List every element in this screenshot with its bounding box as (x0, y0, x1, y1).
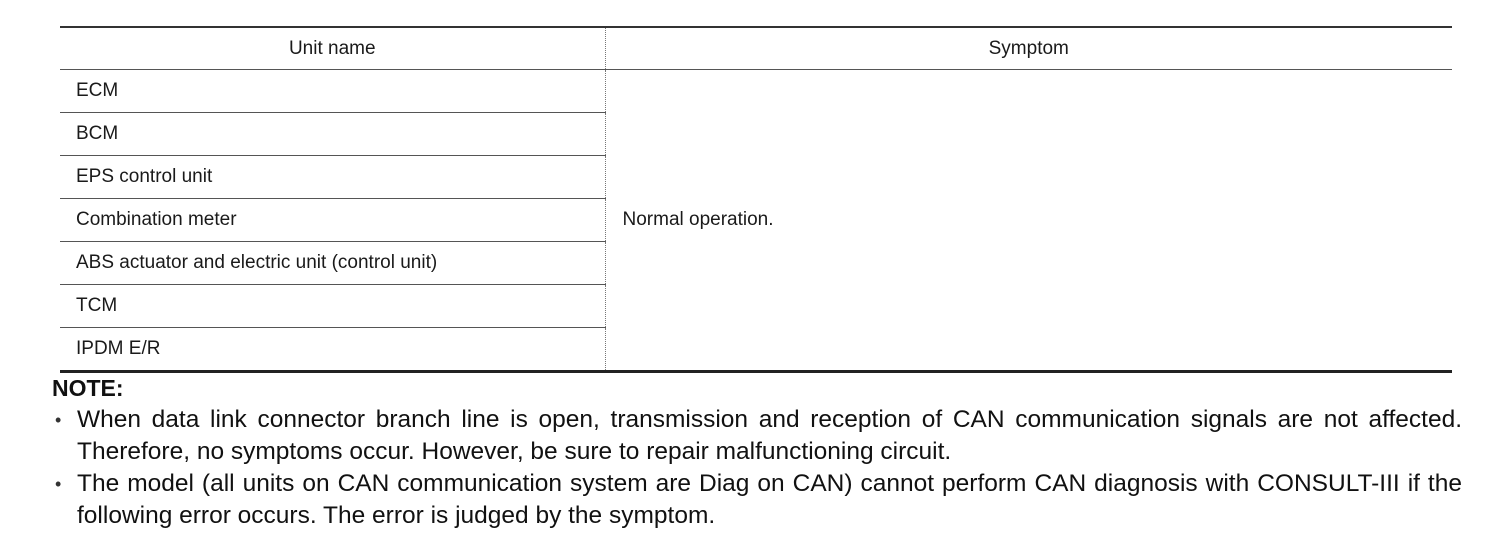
bullet-icon: • (55, 410, 62, 430)
unit-symptom-table (60, 26, 1452, 373)
unit-name-cell: BCM (60, 113, 605, 156)
unit-name-cell: Combination meter (60, 199, 605, 242)
document-page (60, 26, 1452, 373)
note-section (52, 374, 1462, 532)
note-item-text: When data link connector branch line is open, transmission and reception of CAN communication signals are not affected. Therefore, no symptoms occur. However, be sure to repair malfunctioning circuit. (77, 406, 1462, 465)
note-list (52, 404, 1462, 532)
unit-name-cell: ECM (60, 70, 605, 113)
unit-name-cell: IPDM E/R (60, 328, 605, 372)
note-title: NOTE: (52, 375, 124, 401)
column-header-unit-name: Unit name (60, 27, 605, 70)
table-row (60, 70, 1452, 113)
note-item-text: The model (all units on CAN communication system are Diag on CAN) cannot perform CAN diagnosis with CONSULT-III if the following error occurs. The error is judged by the symptom. (77, 470, 1462, 529)
symptom-cell: Normal operation. (622, 209, 774, 230)
note-item (52, 404, 1462, 468)
note-item (52, 468, 1462, 532)
bullet-icon: • (55, 474, 62, 494)
unit-name-cell: TCM (60, 285, 605, 328)
table-header-row (60, 27, 1452, 70)
column-header-symptom: Symptom (605, 27, 1452, 70)
unit-name-cell: EPS control unit (60, 156, 605, 199)
unit-name-cell: ABS actuator and electric unit (control unit) (60, 242, 605, 285)
